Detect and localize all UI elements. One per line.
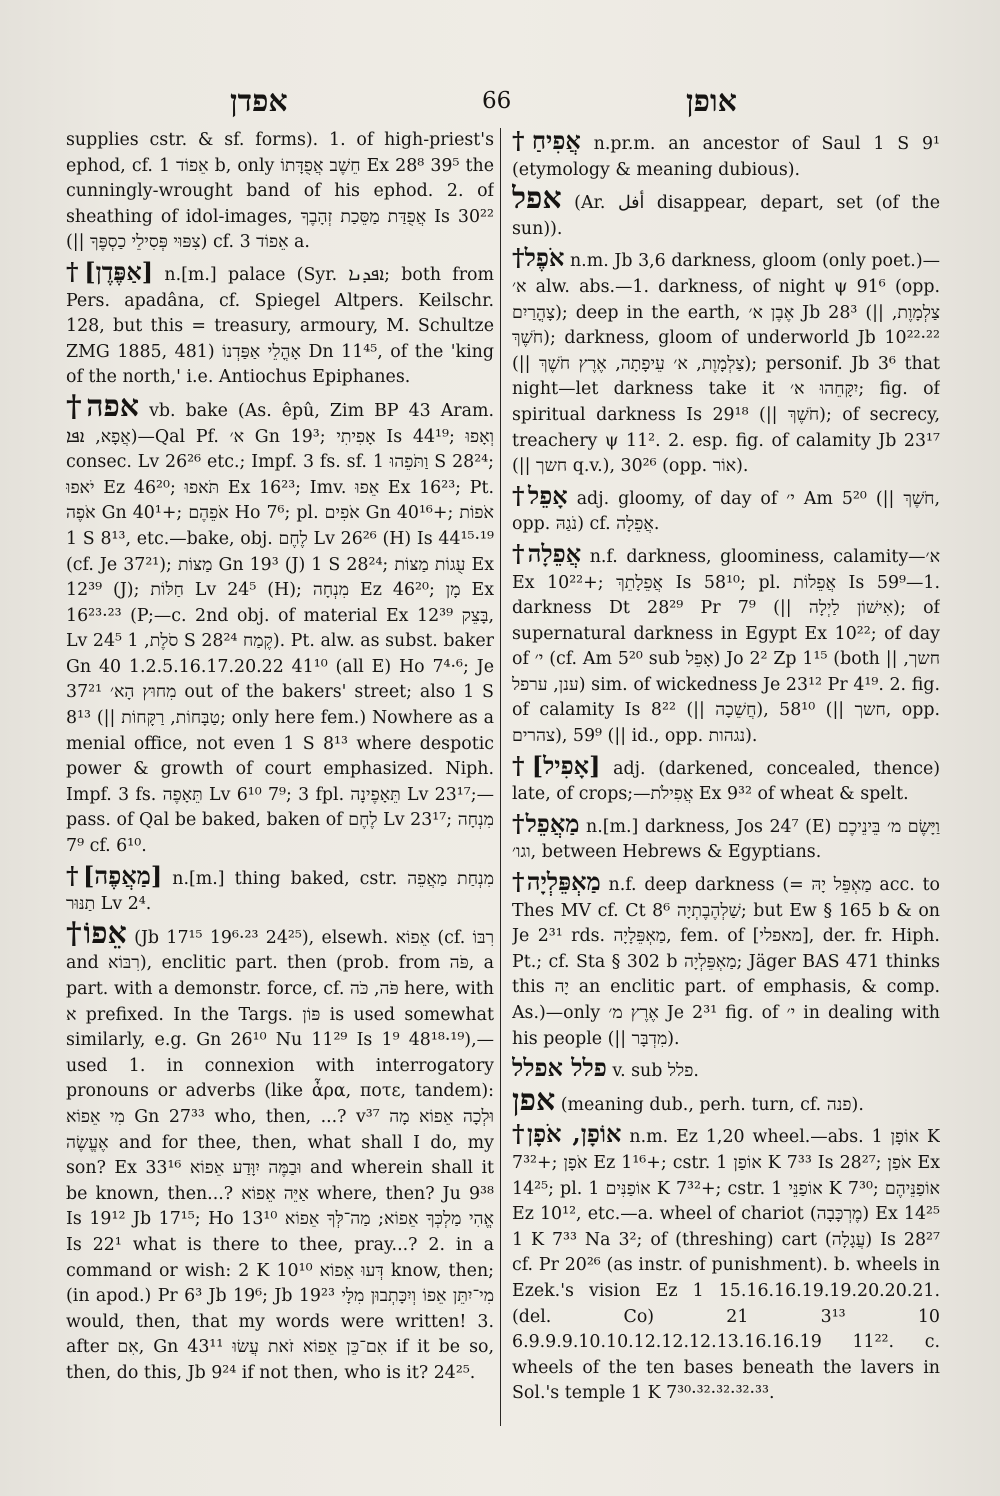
entry-body: n.m. Jb 3,6 darkness, gloom (only poet.)—א׳ alw. abs.—1. darkness, of night ψ 91⁶ (opp. צָהֳרַיִם); deep in the earth, אֶבֶן א׳ Jb 28³ (|| צַלְמָוֶת, חֹשֶׁךְ); darkness, gloom of underworld Jb 10²²·²² (|| צַלְמָוֶת, א׳ עֵיפָתָה, אֶרֶץ חֹשֶׁךְ); personif. Jb 3⁶ that night—let darkness take it יִקָּחֵהוּ א׳; fig. of spiritual darkness Is 29¹⁸ (|| חֹשֶׁךְ); of secrecy, treachery ψ 11². 2. esp. fig. of calamity Jb 23¹⁷ (|| חשך q.v.), 30²⁶ (opp. אוֹר). bbox=[512, 251, 940, 477]
entry-headword: †אוֹפָן, אֹפָן bbox=[512, 1119, 622, 1149]
entry-aphiah bbox=[512, 128, 940, 183]
entry-aphlal bbox=[512, 1055, 940, 1085]
entry-maapheh bbox=[66, 860, 494, 918]
entry-body: n.f. deep darkness (= מַאְפֵּל יָהּ acc. to Thes MV cf. Ct 8⁶ שַׁלְהֶבֶתְיָה; but Ew § 165 b & on Je 2³¹ rds. מַאְפֵּלָיָה, fem. of [מאפלי], der. fr. Hiph. Pt.; cf. Sta § 302 b מַאְפֵּלְיָה; Jäger BAS 471 thinks this יָה an enclitic part. of emphasis, & comp. As.)—only אֶרֶץ מ׳ Je 2³¹ fig. of י׳ in dealing with his people (|| מִדְבָּר). bbox=[512, 875, 940, 1049]
entry-headword: אפל bbox=[512, 181, 562, 217]
entry-root-aphal bbox=[512, 181, 940, 242]
entry-apha bbox=[66, 388, 494, 860]
entry-headword: †מַאְפֵּלְיָה bbox=[512, 867, 601, 897]
running-header bbox=[0, 82, 1000, 126]
entry-body: v. sub פלל. bbox=[612, 1061, 699, 1082]
entry-headword: †[אָפִיל] bbox=[512, 750, 601, 780]
entry-body: (meaning dub., perh. turn, cf. פנה). bbox=[560, 1094, 864, 1115]
left-column bbox=[66, 128, 494, 1438]
entry-headword: אפן bbox=[512, 1082, 556, 1118]
entry-body: n.m. Ez 1,20 wheel.—abs. אוֹפָן 1 K 7³²+; אֹפָן Ez 1¹⁶+; cstr. אוֹפַן 1 K 7³³ Is 28²⁷; אֹפַן Ex 14²⁵; pl. אוֹפַנִּים 1 K 7³²+; cstr. אוֹפַנֵּי 1 K 7³⁰; אוֹפַנֵּיהֶם Ez 10¹², etc.—a. wheel of chariot (מֶרְכָּבָה) Ex 14²⁵ 1 K 7³³ Na 3²; of (threshing) cart (עֲגָלָה) Is 28²⁷ cf. Pr 20²⁶ (as instr. of punishment). b. wheels in Ezek.'s vision Ez 1 15.16.16.19.19.20.20.21.(del. Co) 21 3¹³ 10 6.9.9.9.10.10.12.12.12.13.16.16.19 11²². c. wheels of the ten bases beneath the lavers in Sol.'s temple 1 K 7³⁰·³²·³²·³²·³³. bbox=[512, 1127, 940, 1404]
entry-body: supplies cstr. & sf. forms). 1. of high-priest's ephod, cf. אֵפוֹד 1 b, only חֵשֶׁב אֲפֻדָּתוֹ Ex 28⁸ 39⁵ the cunningly-wrought band of his ephod. 2. of sheathing of idol-images, אֲפֻדַּת מַסֵּכַת זְהָבֶךָ Is 30²² (|| צִפּוּי פְּסִילֵי כַסְפֶּךָ) cf. אֵפוֹד 3 a. bbox=[66, 130, 494, 253]
entry-headword: †[מַאֲפֶה] bbox=[66, 860, 163, 890]
entry-maphelyah bbox=[512, 869, 940, 1052]
entry-body: (Jb 17¹⁵ 19⁶·²³ 24²⁵), elsewh. אֵפוֹא (cf. רִבּוֹ and רִבּוֹא), enclitic part. then (prob. from פֹּה, a part. with a demonstr. force, cf. פֹּה, כֹּה here, with א prefixed. In the Targs. פּוֹן is used somewhat similarly, e.g. Gn 26¹⁰ Nu 11²⁹ Is 1⁹ 48¹⁸·¹⁹),—used 1. in connexion with interrogatory pronouns or adverbs (like ἆρα, ποτε, tandem): מִי אֵפוֹא Gn 27³³ who, then, ...? v³⁷ וּלְכָה אֵפוֹא מָה אֶעֱשֶׂה and for thee, then, what shall I do, my son? Ex 33¹⁶ וּבַמֶּה יִוָּדַע אֵפוֹא and wherein shall it be known, then...? אַיֵּה אֵפוֹא where, then? Ju 9³⁸ Is 19¹² Jb 17¹⁵; Ho 13¹⁰ אֱהִי מַלְכְּךָ אֵפוֹא; מַה־לְּךָ אֵפוֹא Is 22¹ what is there to thee, pray...? 2. in a command or wish: 2 K 10¹⁰ דְּעוּ אֵפוֹא know, then; (in apod.) Pr 6³ Jb 19⁶; Jb 19²³ מִי־יִתֵּן אֵפוֹ וְיִכָּתְבוּן מִלָּי would, then, that my words were written! 3. after אִם, Gn 43¹¹ אִם־כֵּן אֵפוֹא זֹאת עֲשׂוּ if it be so, then, do this, Jb 9²⁴ if not then, who is it? 24²⁵. bbox=[66, 927, 494, 1383]
entry-headword: פלל אפלל bbox=[512, 1053, 607, 1083]
entry-body: adj. gloomy, of day of י׳ Am 5²⁰ (|| חֹשֶׁךְ, opp. נֹגַהּ) cf. אֲפֵלָה. bbox=[512, 488, 940, 535]
entry-body: adj. (darkened, concealed, thence) late, of crops;—אֲפִילֹת Ex 9³² of wheat & spelt. bbox=[512, 758, 940, 805]
entry-headword: †אֲפִיחַ bbox=[512, 128, 581, 155]
page-number: 66 bbox=[482, 88, 512, 114]
entry-body: vb. bake (As. êpû, Zim BP 43 Aram. אֲפָא, ܐܦܐ)—Qal Pf. א׳ Gn 19³; אָפִיתִי Is 44¹⁹; וְאָפוּ consec. Lv 26²⁶ etc.; Impf. 3 fs. sf. וַתֹּפֵהוּ 1 S 28²⁴; יֹאפוּ Ez 46²⁰; תֹּאפוּ Ex 16²³; Imv. אֵפוּ Ex 16²³; Pt. אֹפֶה Gn 40¹+; אֹפֵהֶם Ho 7⁶; pl. אֹפִים Gn 40¹⁶+; אֹפוֹת 1 S 8¹³, etc.—bake, obj. לֶחֶם Lv 26²⁶ (H) Is 44¹⁵·¹⁹ (cf. Je 37²¹); מַצּוֹת Gn 19³ (J) 1 S 28²⁴; עֻגוֹת מַצּוֹת Ex 12³⁹ (J); חַלּוֹת Lv 24⁵ (H); מִנְחָה Ez 46²⁰; מָן Ex 16²³·²³ (P;—c. 2nd obj. of material Ex 12³⁹ בָּצֵק, Lv 24⁵ סֹלֶת, 1 S 28²⁴ קֶמַח). Pt. alw. as subst. baker Gn 40 1.2.5.16.17.20.22 41¹⁰ (all E) Ho 7⁴·⁶; Je 37²¹ מִחוּץ הָא׳ out of the bakers' street; also 1 S 8¹³ (|| טַבָּחוֹת, רַקָּחוֹת; only here fem.) Nowhere as a menial office, not even 1 S 8¹³ where despotic power & growth of court emphasized. Niph. Impf. 3 fs. תֵּאָפֶה Lv 6¹⁰ 7⁹; 3 fpl. תֵּאָפֶינָה Lv 23¹⁷;—pass. of Qal be baked, baken of לֶחֶם Lv 23¹⁷; מִנְחָה 7⁹ cf. 6¹⁰. bbox=[66, 400, 494, 857]
entry-maaphel bbox=[512, 808, 940, 866]
entry-body: n.f. darkness, gloominess, calamity—א׳ Ex 10²²+; אֲפֵלָתֵךְ Is 58¹⁰; pl. אֲפֵלוֹת Is 59⁹—1. darkness Dt 28²⁹ Pr 7⁹ (|| אִישׁוֹן לַיְלָה); of supernatural darkness in Egypt Ex 10²²; of day of י׳ (cf. Am 5²⁰ sub אָפֵל) Jo 2² Zp 1¹⁵ (both || חשך, ענן, ערפל) sim. of wickedness Je 23¹² Pr 4¹⁹. 2. fig. of calamity Is 8²² (|| חֲשֵׁכָה), 58¹⁰ (|| חשך, opp. צהרים), 59⁹ (|| id., opp. נגהות). bbox=[512, 546, 940, 747]
entry-headword: †אֵפוֹ bbox=[66, 915, 127, 951]
entry-headword: †אֹפֶל bbox=[512, 243, 565, 273]
entry-continuation bbox=[66, 128, 494, 256]
entry-headword: †אָפֵל bbox=[512, 480, 568, 510]
entry-ophan bbox=[512, 1121, 940, 1407]
entry-aphil bbox=[512, 750, 940, 808]
column-divider bbox=[500, 128, 501, 1426]
left-running-head: אפדן bbox=[230, 84, 288, 119]
entry-epho bbox=[66, 915, 494, 1387]
entry-body: (Ar. أفل disappear, depart, set (of the sun)). bbox=[512, 193, 940, 239]
right-running-head: אופן bbox=[686, 84, 737, 119]
entry-appeden bbox=[66, 256, 494, 391]
entry-aphelah bbox=[512, 538, 940, 750]
right-column bbox=[512, 128, 940, 1438]
entry-headword: †אֲפֵלָה bbox=[512, 538, 582, 568]
entry-headword: †[אַפֶּדֶן] bbox=[66, 256, 154, 286]
entry-headword: †אפה bbox=[66, 388, 140, 424]
entry-body: n.[m.] darkness, Jos 24⁷ (E) וַיָּשֶׂם מ׳ בֵּינֵיכֶם וגו׳, between Hebrews & Egyptians. bbox=[512, 816, 940, 863]
entry-body: n.[m.] palace (Syr. ܐܦܕܢܐ; both from Pers. apadâna, cf. Spiegel Altpers. Keilschr. 128, but this = treasury, armoury, M. Schultze ZMG 1885, 481) אָהֳלֵי אַפַּדְנוֹ Dn 11⁴⁵, of the 'king of the north,' i.e. Antiochus Epiphanes. bbox=[66, 264, 494, 388]
entry-body: n.[m.] thing baked, cstr. מִנְחַת מַאֲפֵה תַנּוּר Lv 2⁴. bbox=[66, 868, 494, 915]
entry-root-aphan bbox=[512, 1082, 940, 1119]
entry-headword: †מַאֲפֵל bbox=[512, 808, 580, 838]
entry-ophel bbox=[512, 245, 940, 479]
entry-body: n.pr.m. an ancestor of Saul 1 S 9¹ (etymology & meaning dubious). bbox=[512, 134, 940, 180]
entry-aphel bbox=[512, 480, 940, 538]
